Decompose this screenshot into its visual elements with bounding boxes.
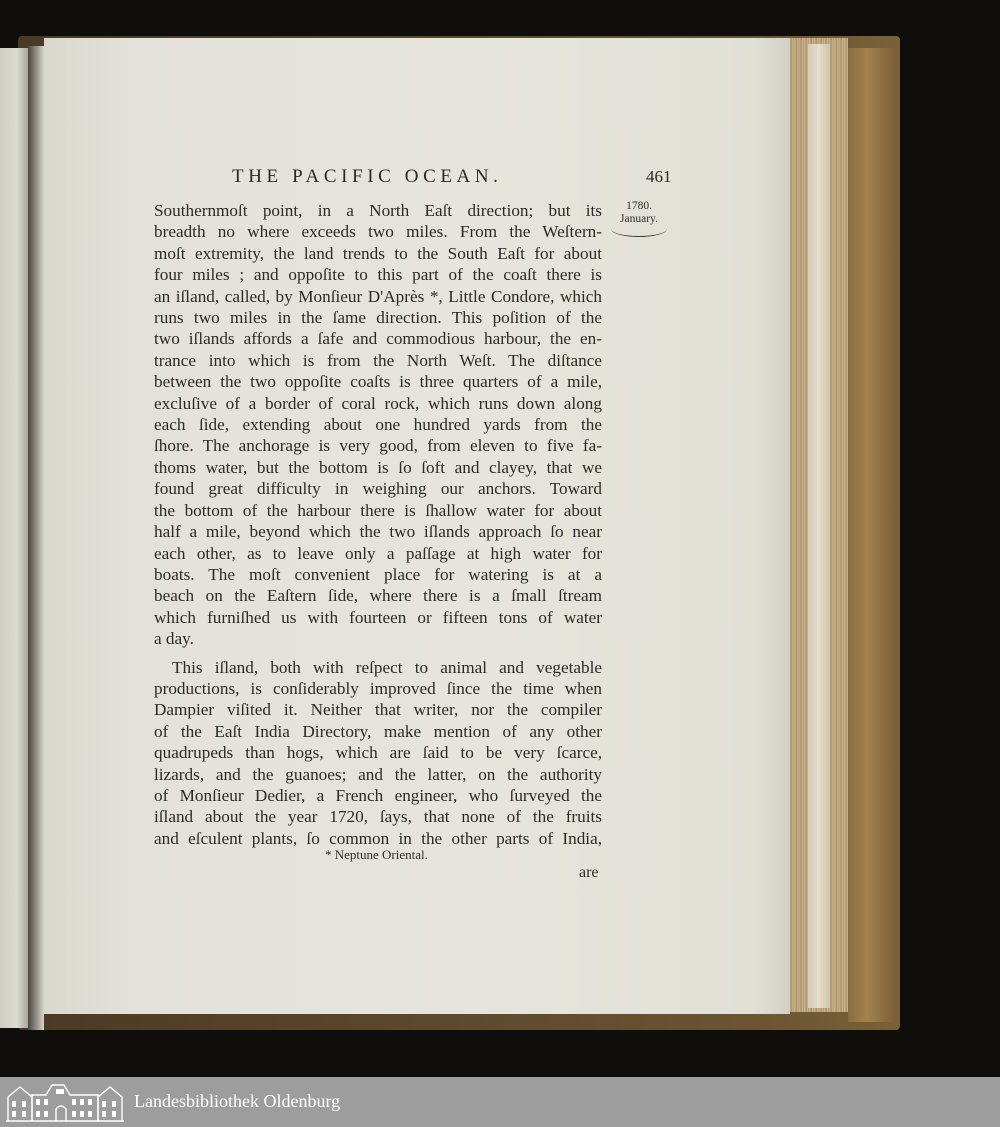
body-text bbox=[154, 200, 602, 849]
text-line: Dampier viſited it. Neither that writer, nor the compiler bbox=[154, 700, 602, 720]
text-line: excluſive of a border of coral rock, which runs down along bbox=[154, 393, 602, 413]
text-line: iſland about the year 1720, ſays, that none of the fruits bbox=[154, 807, 602, 827]
text-line: moſt extremity, the land trends to the South Eaſt for about bbox=[154, 243, 602, 263]
text-line: the bottom of the harbour there is ſhallow water for about bbox=[154, 500, 602, 520]
text-line: of Monſieur Dedier, a French engineer, who ſurveyed the bbox=[154, 785, 602, 805]
paragraph-gap bbox=[154, 650, 602, 657]
text-line: ſhore. The anchorage is very good, from eleven to five fa- bbox=[154, 436, 602, 456]
text-line: between the two oppoſite coaſts is three quarters of a mile, bbox=[154, 372, 602, 392]
text-line: each other, as to leave only a paſſage at high water for bbox=[154, 543, 602, 563]
text-line: four miles ; and oppoſite to this part of the coaſt there is bbox=[154, 265, 602, 285]
running-head: THE PACIFIC OCEAN. bbox=[232, 166, 503, 187]
library-name: Landesbibliothek Oldenburg bbox=[134, 1091, 341, 1111]
margin-note-month: January. bbox=[620, 213, 658, 225]
paragraph-2 bbox=[154, 657, 602, 850]
text-line: of the Eaſt India Directory, make mention of any other bbox=[154, 721, 602, 741]
text-line: a day. bbox=[154, 629, 194, 649]
catchword: are bbox=[579, 864, 599, 881]
text-line: boats. The moſt convenient place for watering is at a bbox=[154, 564, 602, 584]
page-number: 461 bbox=[646, 167, 672, 186]
text-line: an iſland, called, by Monſieur D'Après *, Little Condore, which bbox=[154, 286, 602, 306]
margin-note bbox=[608, 200, 670, 237]
book-gutter bbox=[28, 46, 44, 1030]
text-line: thoms water, but the bottom is ſo ſoft and clayey, that we bbox=[154, 457, 602, 477]
text-line: productions, is conſiderably improved ſince the time when bbox=[154, 678, 602, 698]
paragraph-1 bbox=[154, 200, 602, 650]
text-line: quadrupeds than hogs, which are ſaid to be very ſcarce, bbox=[154, 743, 602, 763]
text-line: beach on the Eaſtern ſide, where there is a ſmall ſtream bbox=[154, 586, 602, 606]
text-line: breadth no where exceeds two miles. From the Weſtern- bbox=[154, 222, 602, 242]
margin-note-year: 1780. bbox=[626, 200, 652, 212]
text-line: two iſlands affords a ſafe and commodious harbour, the en- bbox=[154, 329, 602, 349]
text-line: Southernmoſt point, in a North Eaſt direction; but its bbox=[154, 201, 602, 220]
text-line: and eſculent plants, ſo common in the other parts of India, bbox=[154, 828, 602, 848]
brace-decoration bbox=[611, 228, 667, 237]
text-line: each ſide, extending about one hundred yards from the bbox=[154, 415, 602, 435]
page-block-highlight bbox=[808, 44, 830, 1008]
text-line: which furniſhed us with fourteen or fifteen tons of water bbox=[154, 607, 602, 627]
text-line: trance into which is from the North Weſt. The diſtance bbox=[154, 350, 602, 370]
text-line: This iſland, both with reſpect to animal and vegetable bbox=[172, 657, 602, 677]
text-line: lizards, and the guanoes; and the latter, on the authority bbox=[154, 764, 602, 784]
text-line: runs two miles in the ſame direction. This poſition of the bbox=[154, 308, 602, 328]
text-line: half a mile, beyond which the two iſlands approach ſo near bbox=[154, 522, 602, 542]
text-line: found great difficulty in weighing our anchors. Toward bbox=[154, 479, 602, 499]
binding-board-edge bbox=[848, 48, 896, 1022]
left-page-edge bbox=[0, 48, 28, 1028]
library-building-icon bbox=[6, 1081, 124, 1123]
footer-bar bbox=[0, 1077, 1000, 1127]
footnote: * Neptune Oriental. bbox=[325, 847, 428, 862]
